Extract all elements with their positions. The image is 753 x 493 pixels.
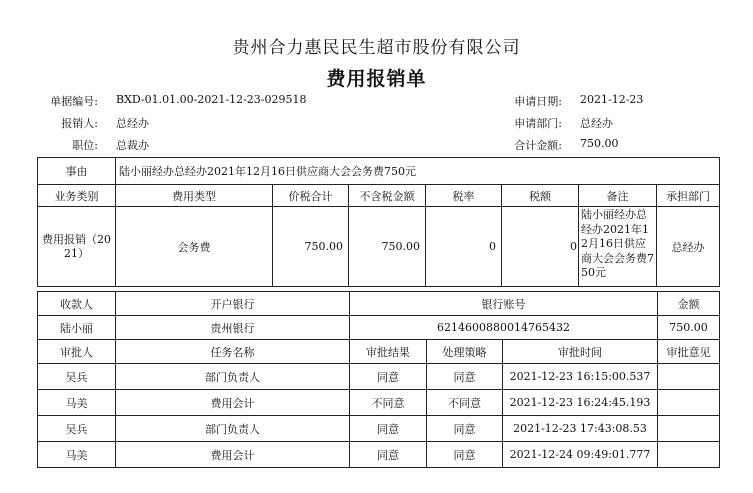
approval-opinion	[658, 442, 720, 468]
approval-row	[38, 442, 720, 468]
bank-header-account: 银行账号	[350, 292, 658, 316]
approval-header-approver: 审批人	[38, 340, 116, 364]
total-value: 750.00	[580, 137, 619, 150]
approval-time: 2021-12-23 16:15:00.537	[503, 364, 658, 390]
approval-header-opinion: 审批意见	[658, 340, 720, 364]
expense-tax: 0	[502, 207, 579, 287]
approval-result: 同意	[350, 364, 427, 390]
approval-opinion	[658, 416, 720, 442]
document-title: 费用报销单	[326, 68, 427, 90]
approval-row	[38, 390, 720, 416]
position-label: 职位:	[72, 139, 98, 152]
applicant-label: 报销人:	[61, 117, 98, 130]
dept-label: 申请部门:	[514, 117, 562, 130]
expense-pretax: 750.00	[349, 207, 426, 287]
approval-header-time: 审批时间	[503, 340, 658, 364]
approval-opinion	[658, 364, 720, 390]
header-total: 价税合计	[273, 185, 349, 207]
bank-header-row	[38, 292, 720, 316]
header-note: 备注	[579, 185, 657, 207]
bank-account: 6214600880014765432	[350, 316, 658, 340]
approval-result: 同意	[350, 442, 427, 468]
apply-date-value: 2021-12-23	[580, 93, 644, 106]
approval-row	[38, 416, 720, 442]
expense-dept: 总经办	[657, 207, 720, 287]
approval-strategy: 同意	[427, 364, 503, 390]
approval-task: 部门负责人	[116, 364, 350, 390]
approval-approver: 马美	[38, 442, 116, 468]
header-rate: 税率	[426, 185, 502, 207]
dept-value: 总经办	[580, 117, 613, 130]
expense-total: 750.00	[273, 207, 349, 287]
approval-task: 费用会计	[116, 442, 350, 468]
expense-category: 费用报销（2021）	[38, 207, 116, 287]
position-value: 总裁办	[116, 139, 149, 152]
total-label: 合计金额:	[514, 139, 562, 152]
header-type: 费用类型	[116, 185, 273, 207]
approval-time: 2021-12-23 16:24:45.193	[503, 390, 658, 416]
doc-no-value: BXD-01.01.00-2021-12-23-029518	[116, 93, 307, 106]
approval-strategy: 同意	[427, 416, 503, 442]
approval-row	[38, 364, 720, 390]
bank-header-amount: 金额	[658, 292, 720, 316]
approval-task: 费用会计	[116, 390, 350, 416]
approval-result: 同意	[350, 416, 427, 442]
approval-approver: 吴兵	[38, 364, 116, 390]
approval-approver: 马美	[38, 390, 116, 416]
bank-approval-table	[37, 291, 720, 468]
approval-strategy: 同意	[427, 442, 503, 468]
approval-header-strategy: 处理策略	[427, 340, 503, 364]
expense-row	[38, 207, 720, 287]
bank-row	[38, 316, 720, 340]
approval-header-task: 任务名称	[116, 340, 350, 364]
approval-opinion	[658, 390, 720, 416]
reason-row	[38, 158, 720, 185]
reason-label: 事由	[38, 158, 116, 185]
header-tax: 税额	[502, 185, 579, 207]
approval-header-result: 审批结果	[350, 340, 427, 364]
expense-rate: 0	[426, 207, 502, 287]
doc-no-label: 单据编号:	[50, 95, 98, 108]
bank-header-bank: 开户银行	[116, 292, 350, 316]
expense-header-row	[38, 185, 720, 207]
approval-approver: 吴兵	[38, 416, 116, 442]
approval-header-row	[38, 340, 720, 364]
header-dept: 承担部门	[657, 185, 720, 207]
expense-table	[37, 157, 720, 287]
approval-strategy: 不同意	[427, 390, 503, 416]
bank-name: 贵州银行	[116, 316, 350, 340]
apply-date-label: 申请日期:	[514, 95, 562, 108]
applicant-value: 总经办	[116, 117, 149, 130]
approval-result: 不同意	[350, 390, 427, 416]
expense-type: 会务费	[116, 207, 273, 287]
bank-header-payee: 收款人	[38, 292, 116, 316]
reason-text: 陆小丽经办总经办2021年12月16日供应商大会会务费750元	[116, 158, 720, 185]
approval-time: 2021-12-24 09:49:01.777	[503, 442, 658, 468]
bank-amount: 750.00	[658, 316, 720, 340]
header-category: 业务类别	[38, 185, 116, 207]
company-name: 贵州合力惠民民生超市股份有限公司	[232, 38, 521, 58]
approval-time: 2021-12-23 17:43:08.53	[503, 416, 658, 442]
bank-payee: 陆小丽	[38, 316, 116, 340]
expense-note: 陆小丽经办总经办2021年12月16日供应商大会会务费750元	[579, 207, 657, 287]
header-pretax: 不含税金额	[349, 185, 426, 207]
approval-task: 部门负责人	[116, 416, 350, 442]
